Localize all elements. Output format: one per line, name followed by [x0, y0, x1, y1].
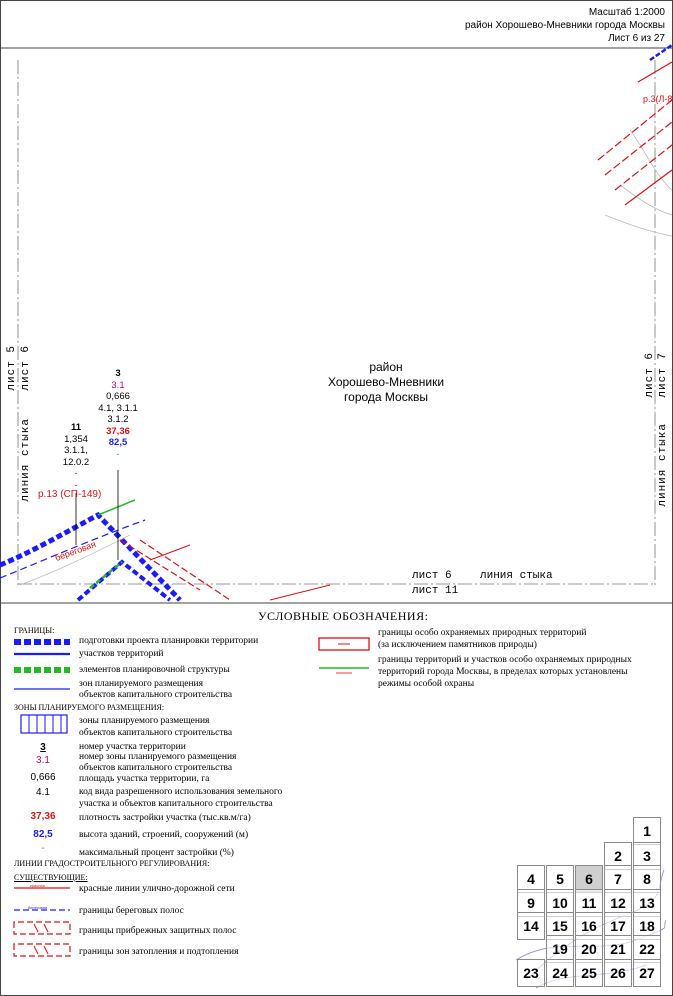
sheet-cell-5[interactable]: 5: [546, 865, 574, 893]
sheet-cell-15[interactable]: 15: [546, 912, 574, 940]
right-junction-label: линия стыка: [657, 423, 669, 507]
plot-11-number: 11: [70, 422, 82, 433]
legend-desc-zone-1: номер зоны планируемого размещения: [79, 752, 237, 762]
legend-desc-num: номер участка территории: [79, 742, 186, 752]
top-right-label: р.3(Л-8: [643, 94, 673, 104]
legend-red-lines: красные линии улично-дорожной сети: [79, 884, 235, 894]
legend-protective-strips: границы прибрежных защитных полос: [79, 926, 237, 936]
legend-desc-height: высота зданий, строений, сооружений (м): [79, 830, 249, 840]
legend-coast-small-label: береговая: [28, 905, 47, 910]
legend-zone-item-1: зоны планируемого размещения: [79, 716, 210, 726]
legend-sample-num: 3: [40, 742, 46, 753]
legend-plot-boundary: участков территорий: [79, 649, 164, 659]
sheet-cell-19[interactable]: 19: [546, 935, 574, 963]
legend-oopt-symbols: [318, 636, 370, 678]
sheet-cell-25[interactable]: 25: [575, 959, 603, 987]
legend-structure-boundary: элементов планировочной структуры: [79, 665, 230, 675]
legend-zone-boundary-2: объектов капитального строительства: [79, 690, 233, 700]
plot-3-code-1: 4.1, 3.1.1: [98, 402, 138, 414]
legend-oopt-regime-1: границы территорий и участков особо охраняемых природных: [378, 655, 632, 665]
district-label: район Хорошево-Мневники города Москвы: [464, 20, 665, 31]
sheet-cell-2[interactable]: 2: [604, 842, 632, 870]
legend-oopt-2: (за исключением памятников природы): [378, 640, 537, 650]
left-junction-label: линия стыка: [20, 418, 32, 502]
plot-3-number: 3: [115, 368, 121, 379]
sheet-cell-23[interactable]: 23: [517, 959, 545, 987]
coast-label: береговая: [53, 538, 98, 564]
legend-desc-area: площадь участка территории, га: [79, 774, 210, 784]
plot-11-pct: -: [74, 479, 78, 491]
legend-sample-height: 82,5: [33, 829, 53, 840]
sheet-cell-13[interactable]: 13: [633, 889, 661, 917]
legend-oopt-regime-3: режимы особой охраны: [378, 679, 475, 689]
scale-label: Масштаб 1:2000: [588, 7, 665, 18]
plot-3-area: 0,666: [106, 391, 130, 402]
sheet-cell-3[interactable]: 3: [633, 842, 661, 870]
legend-desc-code-1: код вида разрешенного использования земельного: [79, 787, 283, 797]
left-sheet-6: лист 6: [20, 345, 32, 391]
sym-protective-strip: [14, 922, 70, 934]
legend-red-small-label: красная: [30, 883, 45, 888]
plot-3-height: 82,5: [108, 437, 128, 448]
legend-zone-boundary-1: зон планируемого размещения: [79, 679, 204, 689]
sheet-cell-16[interactable]: 16: [575, 912, 603, 940]
plot-11-zone: -: [74, 468, 78, 479]
legend-zones-head: ЗОНЫ ПЛАНИРУЕМОГО РАЗМЕЩЕНИЯ:: [14, 703, 165, 712]
sheet-cell-17[interactable]: 17: [604, 912, 632, 940]
right-sheet-6: лист 6: [644, 352, 656, 398]
legend-zone-hatch-symbol: [20, 714, 70, 736]
bottom-junction-label: линия стыка: [480, 570, 553, 582]
right-sheet-7: лист 7: [657, 352, 669, 398]
sheet-cell-9[interactable]: 9: [517, 889, 545, 917]
legend-project-boundary: подготовки проекта планировки территории: [79, 636, 259, 646]
sheet-cell-10[interactable]: 10: [546, 889, 574, 917]
sheet-cell-12[interactable]: 12: [604, 889, 632, 917]
legend-zone-item-2: объектов капитального строительства: [79, 728, 233, 738]
sheet-cell-4[interactable]: 4: [517, 865, 545, 893]
sheet-cell-20[interactable]: 20: [575, 935, 603, 963]
red-line-label: р.13 (СП-149): [38, 489, 102, 500]
legend-sample-density: 37,36: [30, 811, 56, 822]
district-center-label: [296, 360, 476, 405]
legend-oopt-1: границы особо охраняемых природных территорий: [378, 628, 587, 638]
district-center-line-2: Хорошево-Мневники: [327, 375, 445, 389]
legend-reg-head: ЛИНИИ ГРАДОСТРОИТЕЛЬНОГО РЕГУЛИРОВАНИЯ:: [14, 859, 210, 868]
sym-flood-zone: [14, 944, 70, 956]
legend-existing-head: СУЩЕСТВУЮЩИЕ:: [14, 873, 88, 882]
plot-11-code-2: 12.0.2: [62, 456, 90, 468]
legend-boundary-symbols: [12, 634, 72, 706]
sheet-cell-27[interactable]: 27: [633, 959, 661, 987]
sheet-cell-8[interactable]: 8: [633, 865, 661, 893]
legend-oopt-regime-2: территорий города Москвы, в пределах которых установлены: [378, 667, 628, 677]
plot-3-zone: 3.1: [111, 379, 125, 391]
legend-sample-area: 0,666: [30, 772, 56, 783]
sheet-cell-21[interactable]: 21: [604, 935, 632, 963]
legend-desc-code-2: участка и объектов капитального строительства: [79, 799, 273, 809]
sheet-index-grid: [516, 817, 666, 992]
legend-sample-zone: 3.1: [36, 755, 50, 766]
sheet-cell-26[interactable]: 26: [604, 959, 632, 987]
legend-desc-pct: максимальный процент застройки (%): [79, 848, 234, 858]
plot-3-pct: -: [116, 448, 120, 460]
bottom-sheet-6: лист 6: [412, 570, 452, 582]
plot-11-info[interactable]: [46, 422, 106, 491]
legend-desc-zone-2: объектов капитального строительства: [79, 763, 233, 773]
sheet-cell-24[interactable]: 24: [546, 959, 574, 987]
sheet-cell-6-current[interactable]: 6: [575, 865, 603, 893]
sheet-cell-22[interactable]: 22: [633, 935, 661, 963]
top-right-features: [598, 45, 672, 236]
plot-3-density: 37,36: [106, 425, 130, 437]
legend-sample-pct: -: [41, 843, 45, 854]
district-center-line-3: города Москвы: [344, 390, 428, 404]
sheet-cell-11[interactable]: 11: [575, 889, 603, 917]
legend-desc-density: плотность застройки участка (тыс.кв.м/га): [79, 813, 251, 823]
bottom-sheet-11: лист 11: [412, 585, 459, 597]
sheet-cell-1[interactable]: 1: [633, 817, 661, 845]
plot-11-code-1: 3.1.1,: [64, 445, 88, 456]
sheet-cell-7[interactable]: 7: [604, 865, 632, 893]
legend-coast-lines: границы береговых полос: [79, 906, 184, 916]
legend-flood-zones: границы зон затопления и подтопления: [79, 947, 239, 957]
sheet-cell-18[interactable]: 18: [633, 912, 661, 940]
legend-sample-code: 4.1: [36, 787, 50, 798]
sheet-cell-14[interactable]: 14: [517, 912, 545, 940]
legend-boundaries-head: ГРАНИЦЫ:: [14, 626, 55, 635]
legend-reg-symbols: [12, 880, 72, 965]
district-center-line-1: район: [369, 360, 403, 374]
plot-3-code-2: 3.1.2: [107, 414, 129, 425]
legend-title: УСЛОВНЫЕ ОБОЗНАЧЕНИЯ:: [258, 609, 429, 623]
left-sheet-5: лист 5: [6, 345, 18, 391]
sheet-label: Лист 6 из 27: [608, 33, 665, 44]
plot-11-area: 1,354: [64, 433, 88, 445]
